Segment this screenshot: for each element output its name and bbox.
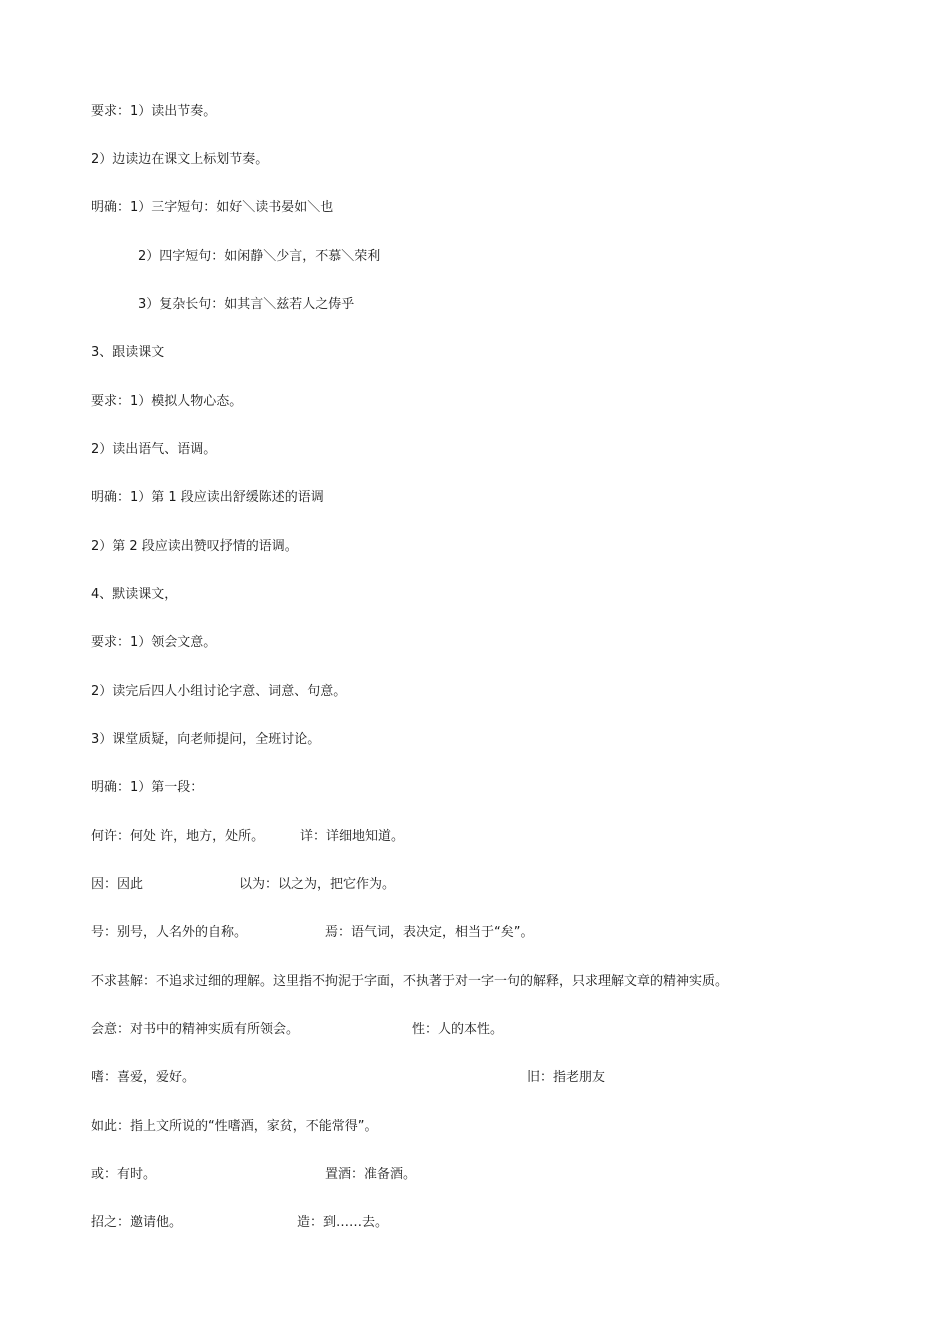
section-heading: 3、跟读课文 [91,345,165,360]
section-heading: 4、默读课文， [91,587,178,602]
text-line: 要求：1）模拟人物心态。 [91,394,243,409]
text-line-indented: 3）复杂长句：如其言＼兹若人之俦乎 [138,297,355,312]
glossary-term: 或：有时。 [91,1167,157,1182]
glossary-term: 会意：对书中的精神实质有所领会。 [91,1022,300,1037]
glossary-row [91,923,891,943]
glossary-term: 号：别号，人名外的自称。 [91,925,248,940]
glossary-row [91,827,891,847]
glossary-term: 旧：指老朋友 [527,1070,606,1085]
glossary-term: 焉：语气词，表决定，相当于“矣”。 [325,925,534,940]
glossary-row [91,1020,891,1040]
glossary-term: 性：人的本性。 [412,1022,504,1037]
glossary-row: 不求甚解：不追求过细的理解。这里指不拘泥于字面，不执著于对一字一句的解释，只求理解文章的精神实质。 [91,974,729,989]
glossary-row [91,1213,891,1233]
text-line: 2）读出语气、语调。 [91,442,217,457]
glossary-term: 置酒：准备酒。 [325,1167,417,1182]
glossary-row: 如此：指上文所说的“性嗜酒，家贫，不能常得”。 [91,1119,378,1134]
glossary-term: 以为：以之为，把它作为。 [239,877,396,892]
text-line-indented: 2）四字短句：如闲静＼少言，不慕＼荣利 [138,249,381,264]
text-line: 2）读完后四人小组讨论字意、词意、句意。 [91,684,347,699]
text-line: 要求：1）读出节奏。 [91,104,217,119]
text-line: 明确：1）第 1 段应读出舒缓陈述的语调 [91,490,324,505]
glossary-term: 详：详细地知道。 [300,829,405,844]
glossary-term: 嗜：喜爱，爱好。 [91,1070,196,1085]
glossary-term: 何许：何处 许，地方，处所。 [91,829,265,844]
text-line: 2）第 2 段应读出赞叹抒情的语调。 [91,539,298,554]
text-line: 明确：1）第一段： [91,780,204,795]
glossary-term: 招之：邀请他。 [91,1215,183,1230]
text-line: 3）课堂质疑，向老师提问，全班讨论。 [91,732,321,747]
text-line: 2）边读边在课文上标划节奏。 [91,152,269,167]
text-line: 明确：1）三字短句：如好＼读书晏如＼也 [91,200,334,215]
glossary-term: 因：因此 [91,877,144,892]
text-line: 要求：1）领会文意。 [91,635,217,650]
glossary-row [91,875,891,895]
glossary-row [91,1068,891,1088]
glossary-term: 造：到……去。 [297,1215,389,1230]
glossary-row [91,1165,891,1185]
